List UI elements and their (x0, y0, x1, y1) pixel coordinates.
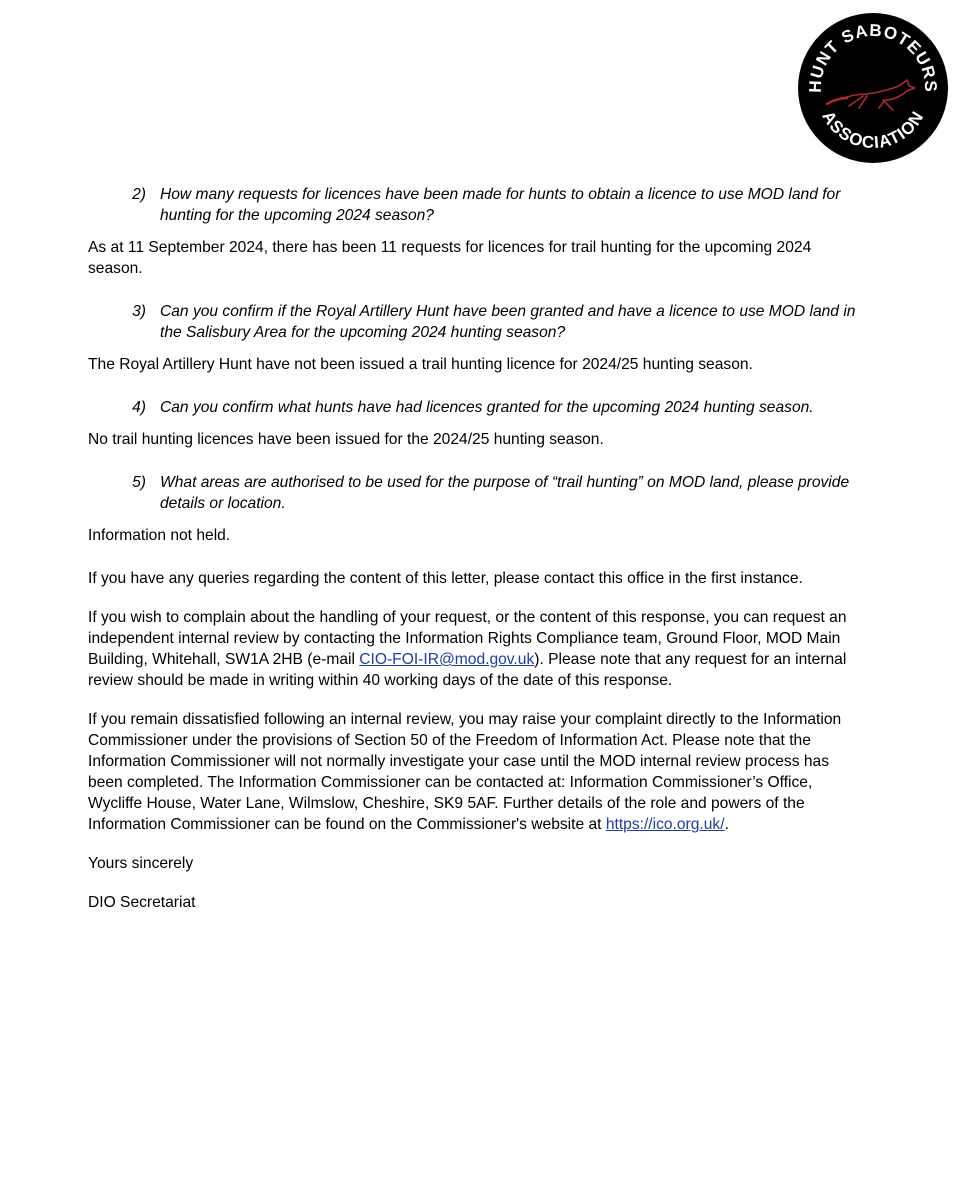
question-2 (88, 184, 860, 226)
question-text: Can you confirm if the Royal Artillery Hunt have been granted and have a licence to use MOD land in the Salisbury Area for the upcoming 2024 hunting season? (160, 303, 856, 341)
logo-bottom-textpath: ASSOCIATION (818, 107, 928, 153)
question-number: 2) (132, 186, 146, 203)
logo-top-textpath: HUNT SABOTEURS (805, 20, 941, 94)
answer-4: No trail hunting licences have been issued for the 2024/25 hunting season. (88, 431, 604, 448)
hunt-saboteurs-logo (797, 12, 949, 164)
complaint-paragraph (88, 607, 860, 691)
complaint-text-before: If you wish to complain about the handling of your request, or the content of this response, you can request an independent internal review by contacting the Information Rights Compliance team, Ground Floor, MOD Main Building, Whitehall, SW1A 2HB (e-mail (88, 609, 847, 668)
question-text: What areas are authorised to be used for the purpose of “trail hunting” on MOD land, please provide details or location. (160, 474, 850, 512)
commissioner-paragraph (88, 709, 860, 835)
queries-paragraph: If you have any queries regarding the content of this letter, please contact this office in the first instance. (88, 570, 803, 587)
question-5 (88, 472, 860, 514)
answer-2: As at 11 September 2024, there has been 11 requests for licences for trail hunting for the upcoming 2024 season. (88, 239, 812, 277)
answer-5: Information not held. (88, 527, 231, 544)
question-text: How many requests for licences have been made for hunts to obtain a licence to use MOD land for hunting for the upcoming 2024 season? (160, 186, 841, 224)
email-link[interactable]: CIO-FOI-IR@mod.gov.uk (359, 651, 535, 668)
question-number: 5) (132, 474, 146, 491)
question-text: Can you confirm what hunts have had licences granted for the upcoming 2024 hunting season. (160, 399, 814, 416)
question-3 (88, 301, 860, 343)
question-4 (88, 397, 860, 418)
question-number: 3) (132, 303, 146, 320)
commissioner-text-before: If you remain dissatisfied following an internal review, you may raise your complaint directly to the Information Commissioner under the provisions of Section 50 of the Freedom of Information Act. Please note that the Information Commissioner will not normally investigate your case until the MOD internal review process has been completed. The Information Commissioner can be contacted at: Information Commissioner’s Office, Wycliffe House, Water Lane, Wilmslow, Cheshire, SK9 5AF. Further details of the role and powers of the Information Commissioner can be found on the Commissioner's website at (88, 711, 842, 833)
commissioner-text-after: . (724, 816, 729, 833)
logo-emblem (797, 12, 949, 164)
ico-website-link[interactable]: https://ico.org.uk/ (605, 816, 725, 833)
answer-3: The Royal Artillery Hunt have not been issued a trail hunting licence for 2024/25 hunting season. (88, 356, 753, 373)
signature: DIO Secretariat (88, 894, 196, 911)
complaint-text-after: ). Please note that any request for an internal review should be made in writing within 40 working days of the date of this response. (88, 651, 847, 689)
question-number: 4) (132, 399, 146, 416)
letter-body (88, 184, 860, 931)
sign-off: Yours sincerely (88, 855, 194, 872)
